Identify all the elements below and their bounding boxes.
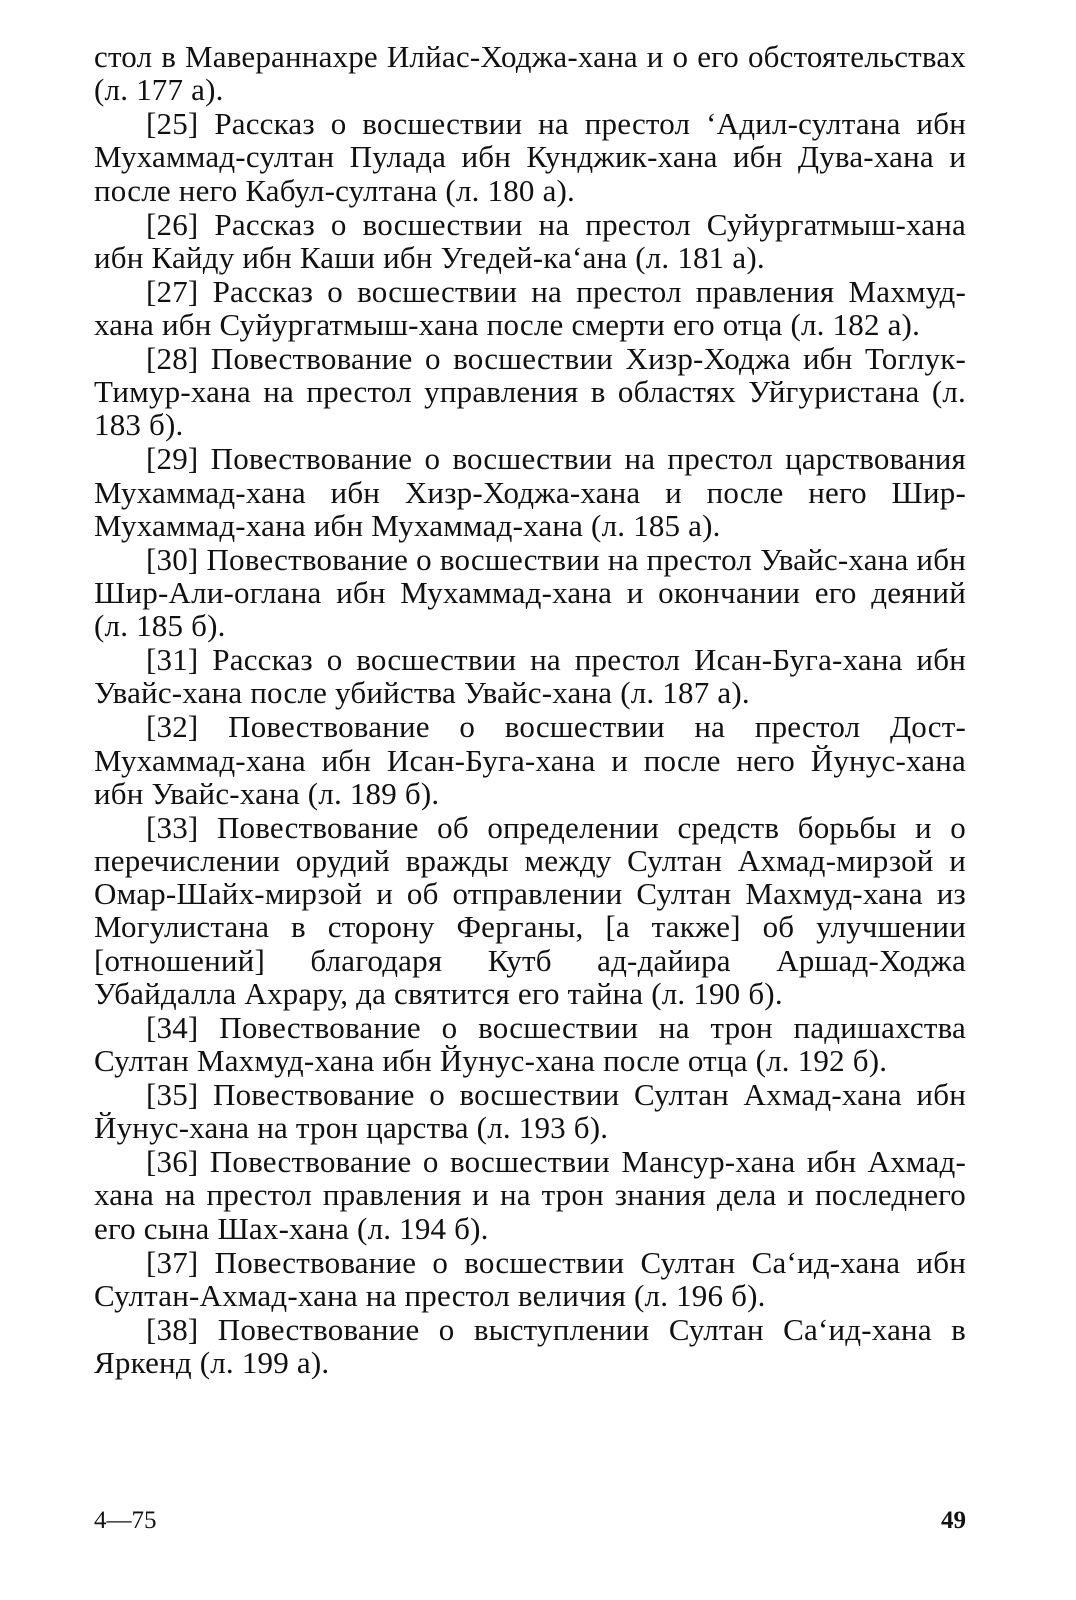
page-number: 49 bbox=[941, 1507, 966, 1534]
entry-34: [34] Повествование о восшествии на трон падишахства Султан Махмуд-хана ибн Йунус-хана после отца (л. 192 б). bbox=[94, 1009, 966, 1079]
entry-36: [36] Повествование о восшествии Мансур-хана ибн Ахмад-хана на престол правления и на трон знания дела и последнего его сына Шах-хана (л. 194 б). bbox=[94, 1144, 966, 1246]
entry-25: [25] Рассказ о восшествии на престол ‘Адил-султана ибн Мухаммад-султан Пулада ибн Кунджик-хана ибн Дува-хана и после него Кабул-султана (л. 180 а). bbox=[94, 106, 966, 208]
entry-35: [35] Повествование о восшествии Султан Ахмад-хана ибн Йунус-хана на трон царства (л. 193 б). bbox=[94, 1077, 966, 1146]
entry-30: [30] Повествование о восшествии на престол Увайс-хана ибн Шир-Али-оглана ибн Мухаммад-хана и окончании его деяний (л. 185 б). bbox=[94, 541, 966, 644]
printer-signature: 4—75 bbox=[94, 1507, 157, 1534]
entry-33: [33] Повествование об определении средств борьбы и о перечислении орудий вражды между Султан Ахмад-мирзой и Омар-Шайх-мирзой и об отправлении Султан Махмуд-хана из Могулистана в сторону Ферганы, [а также] об улучшении [отношений] благодаря Кутб ад-дайира Аршад-Ходжа Убайдалла Ахрару, да святится его тайна (л. 190 б). bbox=[94, 809, 966, 1011]
entry-28: [28] Повествование о восшествии Хизр-Ходжа ибн Тоглук-Тимур-хана на престол управления в областях Уйгуристана (л. 183 б). bbox=[94, 341, 966, 443]
entry-26: [26] Рассказ о восшествии на престол Суйургатмыш-хана ибн Кайду ибн Каши ибн Угедей-ка‘ана (л. 181 а). bbox=[94, 206, 966, 275]
entry-27: [27] Рассказ о восшествии на престол правления Махмуд-хана ибн Суйургатмыш-хана после смерти его отца (л. 182 а). bbox=[94, 273, 966, 343]
entry-29: [29] Повествование о восшествии на престол царствования Мухаммад-хана ибн Хизр-Ходжа-хана и после него Шир-Мухаммад-хана ибн Мухаммад-хана (л. 185 а). bbox=[94, 441, 966, 543]
entry-32: [32] Повествование о восшествии на престол Дост-Мухаммад-хана ибн Исан-Буга-хана и после него Йунус-хана ибн Увайс-хана (л. 189 б). bbox=[94, 709, 966, 811]
table-of-contents-text bbox=[94, 40, 966, 1380]
entry-continuation: стол в Мавераннахре Илйас-Ходжа-хана и о его обстоятельствах (л. 177 а). bbox=[94, 39, 966, 108]
entry-38: [38] Повествование о выступлении Султан Са‘ид-хана в Яркенд (л. 199 а). bbox=[94, 1311, 966, 1381]
entry-31: [31] Рассказ о восшествии на престол Исан-Буга-хана ибн Увайс-хана после убийства Увайс-хана (л. 187 а). bbox=[94, 642, 966, 711]
entry-37: [37] Повествование о восшествии Султан Са‘ид-хана ибн Султан-Ахмад-хана на престол величия (л. 196 б). bbox=[94, 1244, 966, 1313]
